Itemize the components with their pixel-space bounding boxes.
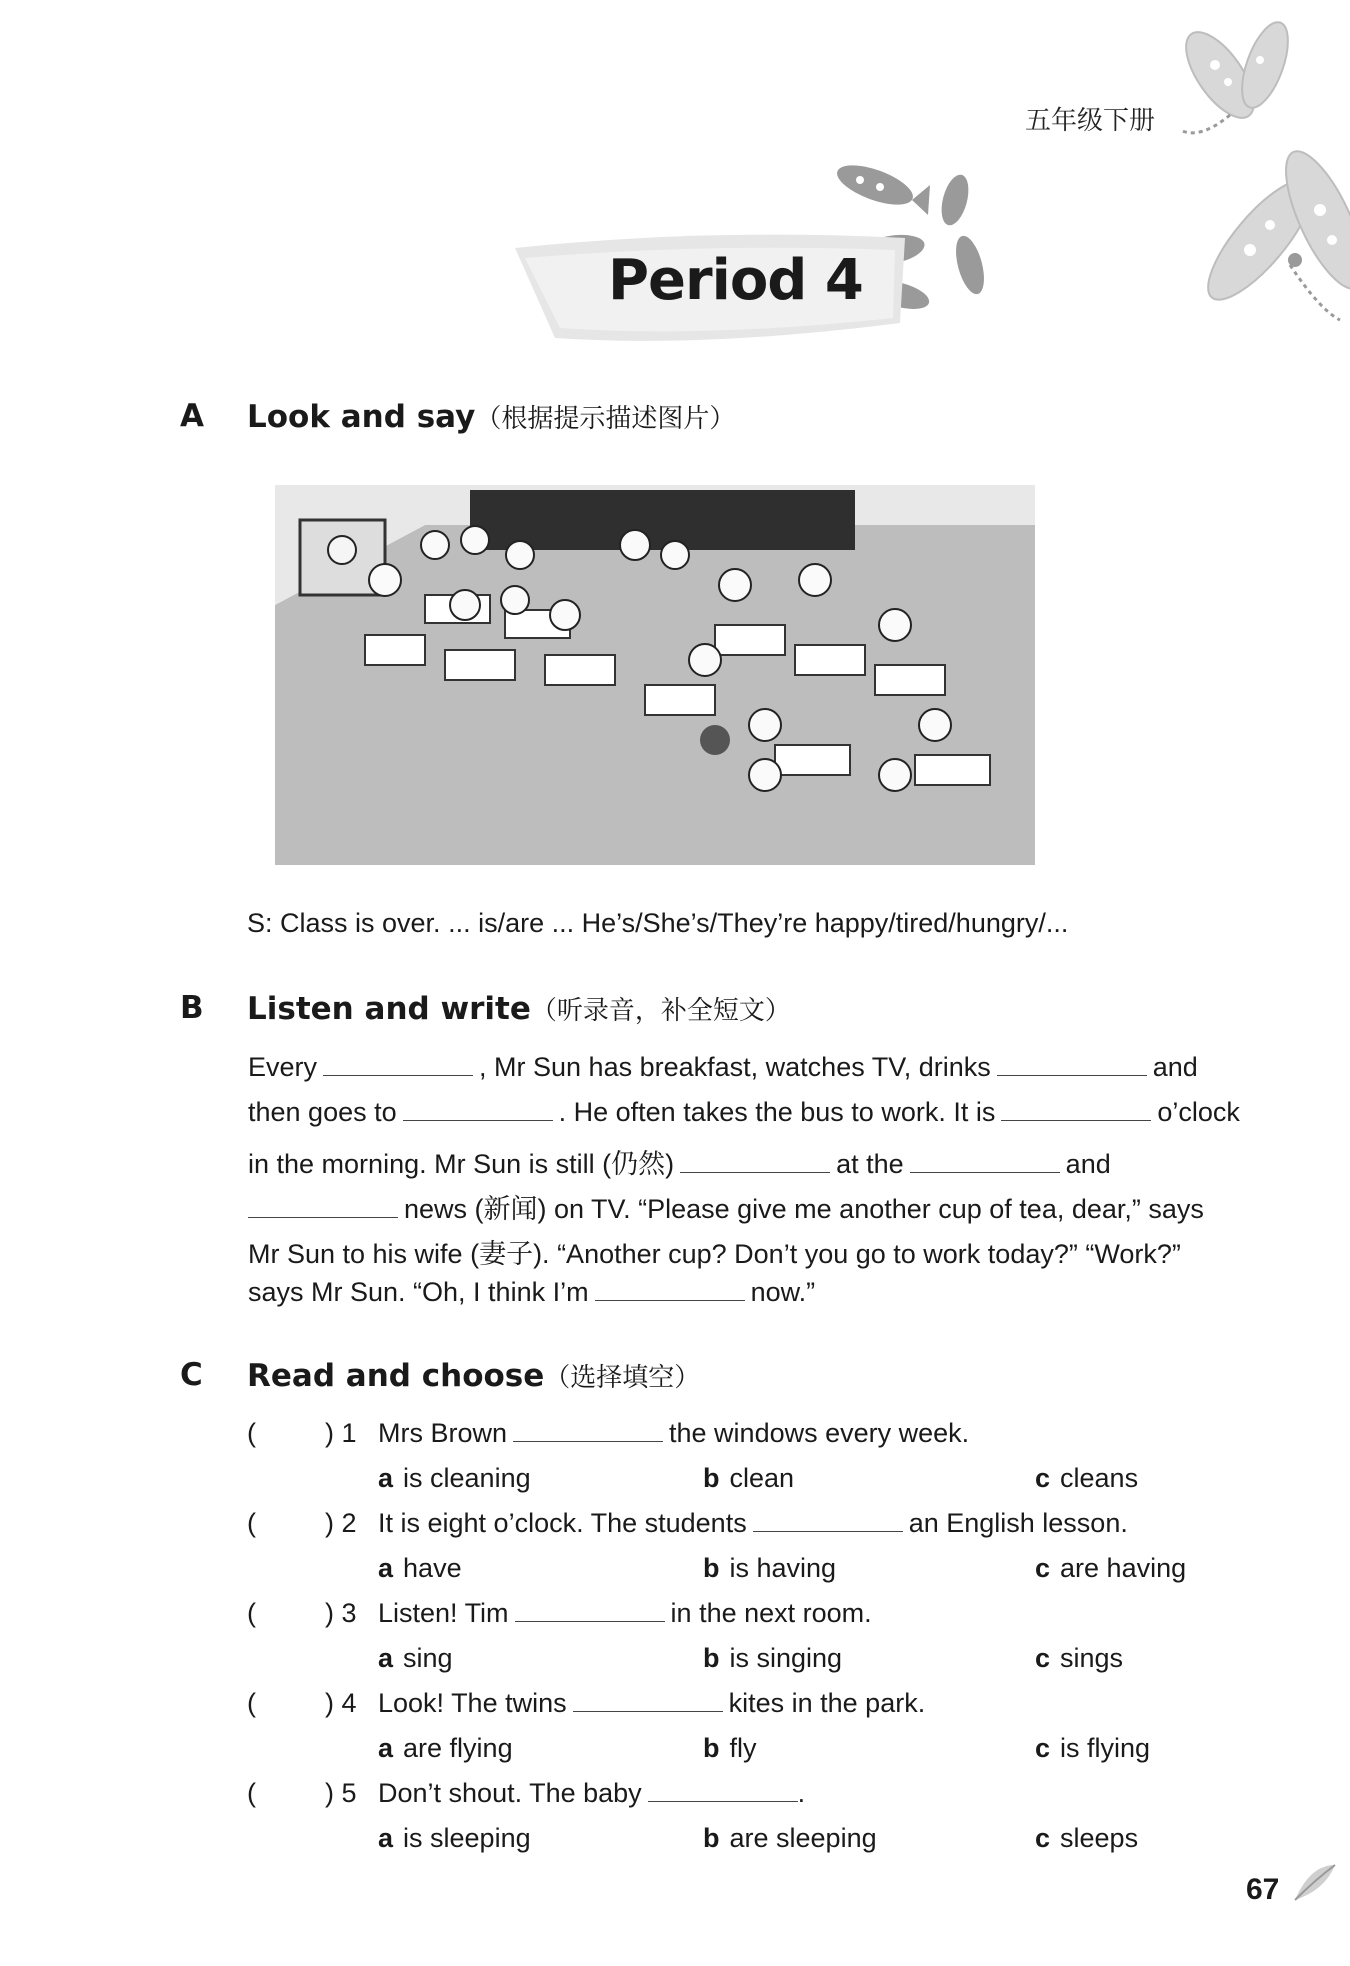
- answer-paren-open: (: [247, 1778, 256, 1808]
- question-text: Don’t shout. The baby .: [378, 1778, 806, 1808]
- answer-blank[interactable]: [648, 1779, 798, 1802]
- answer-paren-open: (: [247, 1688, 256, 1718]
- option-b[interactable]: b fly: [703, 1733, 757, 1763]
- section-a-prompt: S: Class is over. ... is/are ... He’s/She’s/They’re happy/tired/hungry/...: [247, 908, 1069, 938]
- answer-blank[interactable]: [573, 1689, 723, 1712]
- option-c[interactable]: c are having: [1035, 1553, 1187, 1583]
- passage-line-4: news (新闻) on TV. “Please give me another cup of tea, dear,” says: [248, 1187, 1204, 1226]
- leaf-icon: [1290, 1860, 1340, 1905]
- answer-blank[interactable]: [910, 1150, 1060, 1173]
- option-a[interactable]: a are flying: [378, 1733, 513, 1763]
- page-number: 67: [1246, 1873, 1280, 1906]
- section-c-letter: C: [180, 1357, 203, 1393]
- section-c-title: Read and choose（选择填空）: [247, 1358, 701, 1394]
- answer-blank[interactable]: [680, 1150, 830, 1173]
- answer-paren-open: (: [247, 1508, 256, 1538]
- passage-line-1: Every , Mr Sun has breakfast, watches TV, drinks and: [248, 1052, 1198, 1082]
- answer-blank[interactable]: [515, 1599, 665, 1622]
- option-c[interactable]: c sings: [1035, 1643, 1124, 1673]
- option-b[interactable]: b are sleeping: [703, 1823, 877, 1853]
- grade-label: 五年级下册: [1025, 105, 1156, 135]
- option-a[interactable]: a have: [378, 1553, 462, 1583]
- answer-blank[interactable]: [753, 1509, 903, 1532]
- option-a[interactable]: a is cleaning: [378, 1463, 531, 1493]
- question-text: Look! The twins kites in the park.: [378, 1688, 926, 1718]
- section-b-letter: B: [180, 990, 204, 1026]
- passage-line-2: then goes to . He often takes the bus to work. It is o’clock: [248, 1097, 1240, 1127]
- option-a[interactable]: a sing: [378, 1643, 453, 1673]
- dragonfly-illustration: [1160, 20, 1350, 380]
- question-number: ) 4: [325, 1688, 357, 1718]
- answer-blank[interactable]: [248, 1195, 398, 1218]
- passage-line-5: Mr Sun to his wife (妻子). “Another cup? Don’t you go to work today?” “Work?”: [248, 1239, 1181, 1269]
- question-text: Mrs Brown the windows every week.: [378, 1418, 970, 1448]
- page-title: Period 4: [608, 248, 863, 313]
- question-number: ) 3: [325, 1598, 357, 1628]
- classroom-illustration: [275, 485, 1035, 865]
- option-c[interactable]: c sleeps: [1035, 1823, 1139, 1853]
- option-b[interactable]: b clean: [703, 1463, 795, 1493]
- section-a-letter: A: [180, 398, 204, 434]
- option-c[interactable]: c is flying: [1035, 1733, 1151, 1763]
- answer-blank[interactable]: [403, 1098, 553, 1121]
- question-number: ) 5: [325, 1778, 357, 1808]
- option-c[interactable]: c cleans: [1035, 1463, 1139, 1493]
- option-a[interactable]: a is sleeping: [378, 1823, 531, 1853]
- passage-line-6: says Mr Sun. “Oh, I think I’m now.”: [248, 1277, 816, 1307]
- section-b-title: Listen and write（听录音，补全短文）: [247, 991, 791, 1027]
- passage-line-3: in the morning. Mr Sun is still (仍然) at the and: [248, 1149, 1111, 1179]
- answer-blank[interactable]: [1001, 1098, 1151, 1121]
- question-number: ) 2: [325, 1508, 357, 1538]
- answer-paren-open: (: [247, 1598, 256, 1628]
- option-b[interactable]: b is having: [703, 1553, 837, 1583]
- question-number: ) 1: [325, 1418, 357, 1448]
- section-a-title: Look and say（根据提示描述图片）: [247, 399, 736, 435]
- question-text: Listen! Tim in the next room.: [378, 1598, 872, 1628]
- answer-blank[interactable]: [513, 1419, 663, 1442]
- answer-blank[interactable]: [595, 1278, 745, 1301]
- question-text: It is eight o’clock. The students an English lesson.: [378, 1508, 1128, 1538]
- answer-paren-open: (: [247, 1418, 256, 1448]
- answer-blank[interactable]: [323, 1053, 473, 1076]
- answer-blank[interactable]: [997, 1053, 1147, 1076]
- option-b[interactable]: b is singing: [703, 1643, 843, 1673]
